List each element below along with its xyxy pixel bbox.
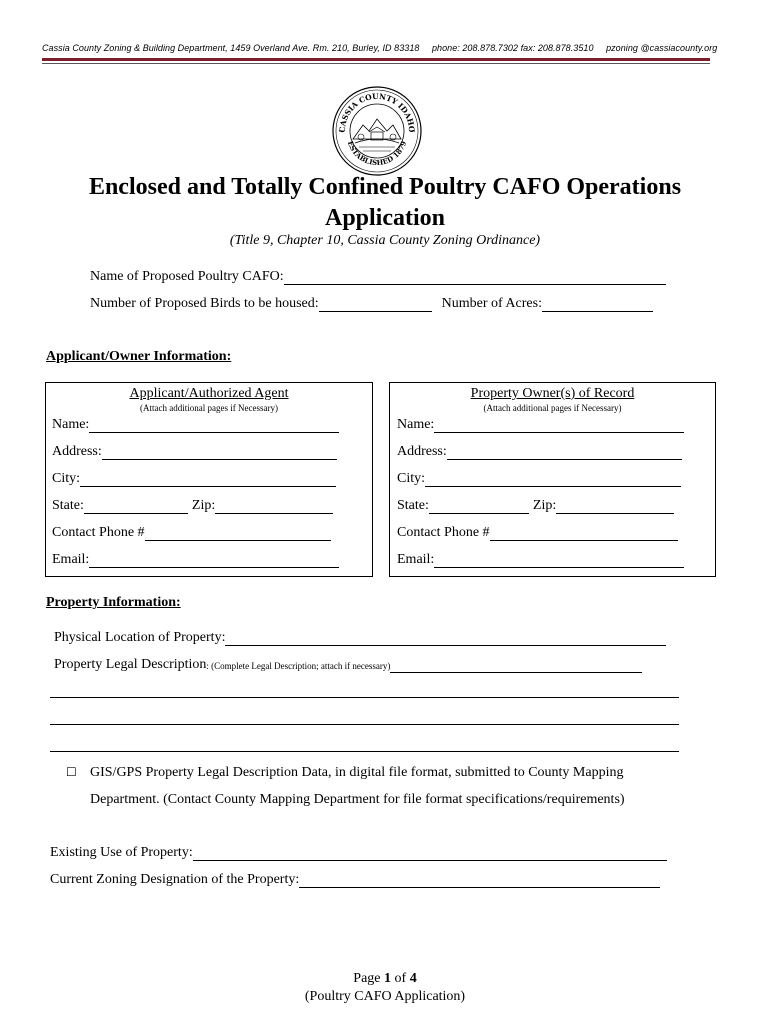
owner-name-field <box>397 417 684 433</box>
agent-state-input[interactable] <box>84 499 188 514</box>
owner-city-field <box>397 471 681 487</box>
owner-city-label: City: <box>397 471 426 486</box>
owner-box-title: Property Owner(s) of Record <box>470 386 635 401</box>
existing-use-label: Existing Use of Property: <box>50 845 193 860</box>
owner-address-input[interactable] <box>447 445 682 460</box>
agent-box-title: Applicant/Authorized Agent <box>129 386 289 401</box>
agent-box <box>45 382 373 577</box>
agent-phone-field <box>52 525 331 541</box>
department-address: Cassia County Zoning & Building Department, 1459 Overland Ave. Rm. 210, Burley, ID 83318 <box>42 43 420 53</box>
existing-use-field <box>50 845 667 861</box>
owner-state-input[interactable] <box>429 499 529 514</box>
agent-name-field <box>52 417 339 433</box>
title-line-2: Application <box>324 205 446 231</box>
location-label: Physical Location of Property: <box>54 630 226 645</box>
owner-phone-label: Contact Phone # <box>397 525 490 540</box>
property-section-heading: Property Information: <box>46 595 181 610</box>
location-field <box>54 630 666 646</box>
agent-email-field <box>52 552 339 568</box>
agent-zip-label: Zip: <box>191 498 216 513</box>
birds-input[interactable] <box>319 297 432 312</box>
owner-email-input[interactable] <box>434 553 684 568</box>
owner-email-label: Email: <box>397 552 435 567</box>
seal-text-bottom: ESTABLISHED 1879 <box>345 139 409 168</box>
legal-description-line-3[interactable] <box>50 724 679 725</box>
legal-description-note: : (Complete Legal Description; attach if necessary) <box>206 661 391 671</box>
existing-use-input[interactable] <box>193 846 667 861</box>
page-title <box>40 172 730 234</box>
owner-city-input[interactable] <box>425 472 681 487</box>
agent-state-label: State: <box>52 498 84 513</box>
page-number: Page 1 of 4 <box>353 971 417 986</box>
owner-zip-input[interactable] <box>556 499 674 514</box>
department-phone: phone: 208.878.7302 fax: 208.878.3510 <box>432 43 594 53</box>
department-header <box>42 43 718 53</box>
birds-label: Number of Proposed Birds to be housed: <box>90 296 319 311</box>
owner-email-field <box>397 552 684 568</box>
header-rule <box>42 58 710 61</box>
svg-text:ESTABLISHED 1879 <box>346 140 408 167</box>
gis-text-line-1: GIS/GPS Property Legal Description Data, in digital file format, submitted to County Mapping <box>90 765 624 780</box>
birds-field <box>90 296 653 312</box>
owner-phone-input[interactable] <box>490 526 678 541</box>
agent-phone-input[interactable] <box>145 526 331 541</box>
agent-city-input[interactable] <box>80 472 336 487</box>
owner-name-label: Name: <box>397 417 435 432</box>
legal-description-line-2[interactable] <box>50 697 679 698</box>
agent-name-label: Name: <box>52 417 90 432</box>
agent-city-label: City: <box>52 471 81 486</box>
gis-text-line-2: Department. (Contact County Mapping Department for file format specifications/requirements) <box>90 792 625 807</box>
department-email: pzoning @cassiacounty.org <box>606 43 718 53</box>
owner-zip-label: Zip: <box>532 498 557 513</box>
owner-address-field <box>397 444 682 460</box>
page-total: 4 <box>409 971 417 986</box>
cafo-name-field <box>90 269 666 285</box>
owner-phone-field <box>397 525 678 541</box>
owner-address-label: Address: <box>397 444 447 459</box>
document-name: (Poultry CAFO Application) <box>304 989 466 1004</box>
zoning-label: Current Zoning Designation of the Property: <box>50 872 300 887</box>
owner-box-note: (Attach additional pages if Necessary) <box>483 403 622 413</box>
agent-email-label: Email: <box>52 552 90 567</box>
cafo-name-label: Name of Proposed Poultry CAFO: <box>90 269 284 284</box>
page-current: 1 <box>384 971 392 986</box>
zoning-field <box>50 872 660 888</box>
legal-description-input[interactable] <box>390 658 642 673</box>
page-subtitle: (Title 9, Chapter 10, Cassia County Zoning Ordinance) <box>229 233 541 248</box>
owner-state-zip-field <box>397 498 674 514</box>
agent-phone-label: Contact Phone # <box>52 525 145 540</box>
agent-name-input[interactable] <box>89 418 339 433</box>
owner-box <box>389 382 716 577</box>
acres-label: Number of Acres: <box>441 296 542 311</box>
zoning-input[interactable] <box>299 873 660 888</box>
header-rule-thin <box>42 63 710 64</box>
agent-city-field <box>52 471 336 487</box>
owner-state-label: State: <box>397 498 429 513</box>
title-line-1: Enclosed and Totally Confined Poultry CAFO Operations <box>88 174 682 200</box>
agent-state-zip-field <box>52 498 333 514</box>
agent-address-field <box>52 444 337 460</box>
legal-description-line-4[interactable] <box>50 751 679 752</box>
seal-text-top: CASSIA COUNTY IDAHO <box>337 91 417 133</box>
gis-checkbox-row <box>66 765 77 781</box>
location-input[interactable] <box>225 631 666 646</box>
agent-zip-input[interactable] <box>215 499 333 514</box>
agent-box-note: (Attach additional pages if Necessary) <box>140 403 278 413</box>
agent-address-label: Address: <box>52 444 102 459</box>
agent-address-input[interactable] <box>102 445 337 460</box>
owner-name-input[interactable] <box>434 418 684 433</box>
legal-description-label: Property Legal Description <box>54 657 207 672</box>
agent-email-input[interactable] <box>89 553 339 568</box>
acres-input[interactable] <box>542 297 653 312</box>
applicant-section-heading: Applicant/Owner Information: <box>46 349 232 364</box>
legal-description-field <box>54 657 642 673</box>
cafo-name-input[interactable] <box>284 270 666 285</box>
gis-checkbox[interactable]: ☐ <box>66 765 77 779</box>
county-seal <box>331 85 423 177</box>
